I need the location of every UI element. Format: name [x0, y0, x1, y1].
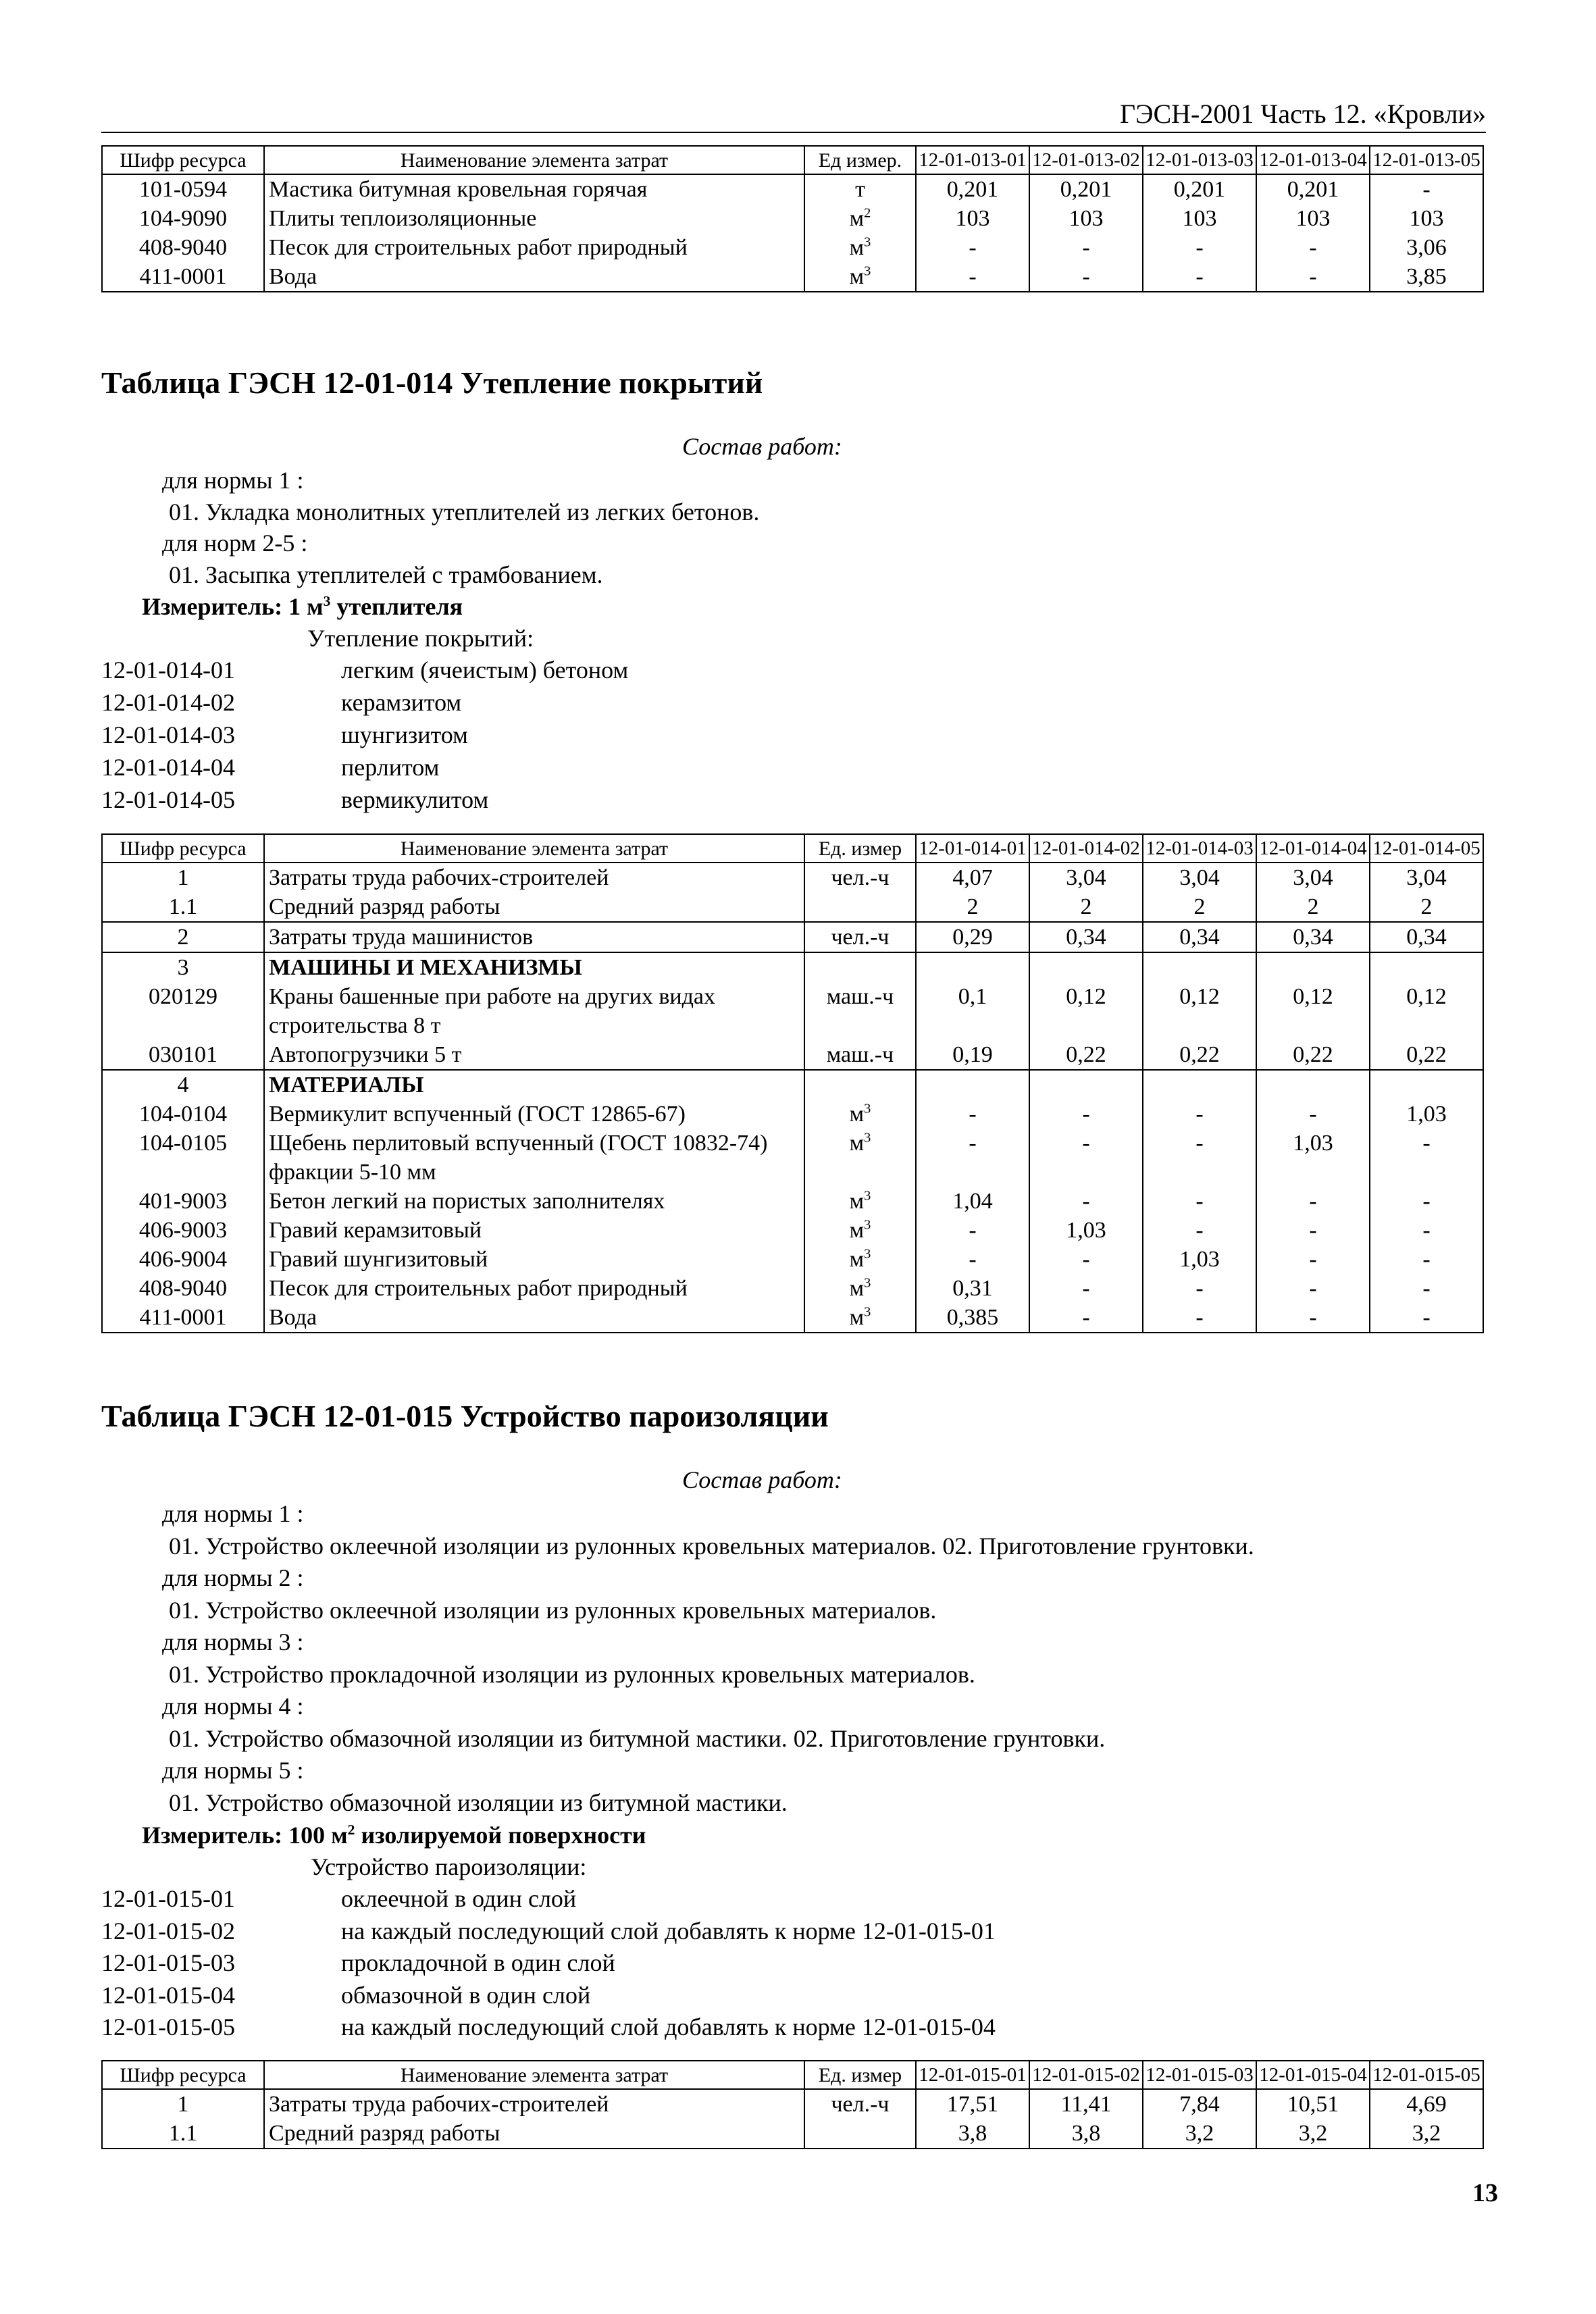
norm-code: 12-01-014-03: [101, 721, 235, 748]
norm-value: -: [1370, 1245, 1483, 1274]
table-row: [102, 2089, 1483, 2119]
resource-name: Вода: [264, 262, 804, 292]
resource-code: 020129: [102, 982, 264, 1040]
composition-line: 01. Устройство обмазочной изоляции из битумной мастики.: [169, 1789, 788, 1816]
resource-unit: [804, 2119, 916, 2149]
norm-value: -: [916, 233, 1029, 262]
meter-line: [142, 1821, 646, 1849]
norm-description: легким (ячеистым) бетоном: [341, 657, 629, 684]
norm-value: 3,2: [1256, 2119, 1370, 2149]
norm-value: -: [1370, 1129, 1483, 1187]
resource-name: Гравий шунгизитовый: [264, 1245, 804, 1274]
composition-line: 01. Засыпка утеплителей с трамбованием.: [169, 561, 603, 588]
resource-unit: $м^3$: [804, 1274, 916, 1303]
norm-value: -: [1256, 1274, 1370, 1303]
composition-line: для нормы 4 :: [162, 1693, 304, 1720]
composition-line: для нормы 5 :: [162, 1757, 304, 1784]
norm-description: на каждый последующий слой добавлять к норме 12-01-015-04: [341, 2013, 996, 2040]
norm-value: 0,34: [1256, 922, 1370, 952]
resource-unit: $м^3$: [804, 1100, 916, 1129]
table-row: [102, 2119, 1483, 2149]
norm-description: оклеечной в один слой: [341, 1885, 577, 1912]
norm-value: 0,12: [1029, 982, 1143, 1040]
unit-exponent: 3: [864, 1275, 871, 1291]
resource-unit: $м^3$: [804, 1187, 916, 1216]
norm-value: -: [1143, 262, 1256, 292]
norm-value: -: [1143, 1100, 1256, 1129]
norm-value: -: [1256, 262, 1370, 292]
norm-value: 2: [1370, 892, 1483, 922]
col-header-code: Шифр ресурса: [102, 146, 264, 174]
norm-value: 3,85: [1370, 262, 1483, 292]
norm-value: 0,12: [1143, 982, 1256, 1040]
unit-exponent: 3: [864, 263, 871, 279]
norm-value: -: [1370, 1187, 1483, 1216]
col-header-norm: 12-01-015-02: [1029, 2061, 1143, 2089]
resource-table-015: [101, 2060, 1484, 2149]
resource-name: Мастика битумная кровельная горячая: [264, 174, 804, 204]
norm-value: -: [1029, 1274, 1143, 1303]
norm-value: -: [1029, 262, 1143, 292]
norm-value: 103: [1370, 204, 1483, 233]
resource-name: Песок для строительных работ природный: [264, 1274, 804, 1303]
resource-code: 3: [102, 952, 264, 982]
norm-value: 0,385: [916, 1303, 1029, 1333]
resource-name: Средний разряд работы: [264, 2119, 804, 2149]
norm-value: 0,29: [916, 922, 1029, 952]
meter-value: 1 м: [288, 593, 324, 620]
col-header-norm: 12-01-014-05: [1370, 834, 1483, 863]
composition-line: 01. Устройство обмазочной изоляции из битумной мастики. 02. Приготовление грунтовки.: [169, 1724, 1106, 1752]
resource-code: 408-9040: [102, 233, 264, 262]
resource-code: 104-9090: [102, 204, 264, 233]
norm-code: 12-01-014-04: [101, 754, 235, 781]
norm-value: 103: [1256, 204, 1370, 233]
col-header-norm: 12-01-013-02: [1029, 146, 1143, 174]
col-header-norm: 12-01-015-03: [1143, 2061, 1256, 2089]
norm-code: 12-01-015-03: [101, 1949, 235, 1976]
meter-label: Измеритель:: [142, 1822, 283, 1849]
norm-value: 2: [1256, 892, 1370, 922]
resource-name: Средний разряд работы: [264, 892, 804, 922]
norm-value: [1143, 1070, 1256, 1100]
col-header-norm: 12-01-013-05: [1370, 146, 1483, 174]
norm-code: 12-01-015-05: [101, 2013, 235, 2040]
resource-code: 411-0001: [102, 1303, 264, 1333]
norm-value: 0,12: [1256, 982, 1370, 1040]
norm-value: -: [1143, 1129, 1256, 1187]
resource-code: 101-0594: [102, 174, 264, 204]
table-row: [102, 1187, 1483, 1216]
resource-unit: $м^3$: [804, 1303, 916, 1333]
section-title-015: Таблица ГЭСН 12-01-015 Устройство пароизоляции: [101, 1399, 829, 1433]
resource-name: Затраты труда рабочих-строителей: [264, 2089, 804, 2119]
norm-value: -: [1370, 1274, 1483, 1303]
norm-value: 103: [1029, 204, 1143, 233]
unit-exponent: 3: [864, 1130, 871, 1146]
norm-value: -: [1370, 1303, 1483, 1333]
meter-exponent: 2: [347, 1822, 355, 1838]
col-header-name: Наименование элемента затрат: [264, 146, 804, 174]
composition-line: 01. Устройство оклеечной изоляции из рулонных кровельных материалов.: [169, 1596, 937, 1624]
resource-name: Затраты труда рабочих-строителей: [264, 863, 804, 892]
table-row: [102, 174, 1483, 204]
norm-value: -: [1256, 233, 1370, 262]
norm-value: 0,22: [1370, 1040, 1483, 1070]
resource-unit: маш.-ч: [804, 982, 916, 1040]
resource-unit: чел.-ч: [804, 922, 916, 952]
norm-value: -: [916, 1129, 1029, 1187]
unit-exponent: 3: [864, 1188, 871, 1204]
table-header-row: [102, 2061, 1483, 2089]
norm-value: 0,22: [1143, 1040, 1256, 1070]
col-header-norm: 12-01-015-01: [916, 2061, 1029, 2089]
norm-value: 4,07: [916, 863, 1029, 892]
norm-value: 2: [916, 892, 1029, 922]
norm-value: 0,34: [1370, 922, 1483, 952]
col-header-code: Шифр ресурса: [102, 834, 264, 863]
running-title: ГЭСН-2001 Часть 12. «Кровли»: [1119, 99, 1486, 129]
norm-value: 7,84: [1143, 2089, 1256, 2119]
resource-unit: т: [804, 174, 916, 204]
composition-label: Состав работ:: [682, 1466, 842, 1493]
col-header-norm: 12-01-014-02: [1029, 834, 1143, 863]
norm-value: [1370, 952, 1483, 982]
norm-value: -: [1143, 233, 1256, 262]
resource-table-013: [101, 145, 1484, 292]
norm-value: [1370, 1070, 1483, 1100]
resource-name: Краны башенные при работе на других видах строительства 8 т: [264, 982, 804, 1040]
col-header-code: Шифр ресурса: [102, 2061, 264, 2089]
table-row: [102, 952, 1483, 982]
resource-unit: [804, 952, 916, 982]
table-row: [102, 1070, 1483, 1100]
composition-line: для нормы 1 :: [162, 1500, 304, 1527]
meter-tail: изолируемой поверхности: [361, 1822, 646, 1849]
norm-value: -: [1256, 1187, 1370, 1216]
norm-value: [916, 952, 1029, 982]
norm-value: [916, 1070, 1029, 1100]
norm-value: -: [1029, 1245, 1143, 1274]
composition-line: для норм 2-5 :: [162, 530, 308, 557]
norm-value: -: [1256, 1245, 1370, 1274]
norm-value: [1256, 952, 1370, 982]
resource-code: 406-9004: [102, 1245, 264, 1274]
resource-unit: $м^2$: [804, 204, 916, 233]
norm-value: -: [1143, 1187, 1256, 1216]
norm-description: вермикулитом: [341, 786, 489, 813]
norm-code: 12-01-015-04: [101, 1981, 235, 2009]
resource-unit: [804, 892, 916, 922]
col-header-unit: Ед. измер: [804, 834, 916, 863]
col-header-norm: 12-01-013-04: [1256, 146, 1370, 174]
table-row: [102, 1303, 1483, 1333]
col-header-name: Наименование элемента затрат: [264, 834, 804, 863]
norm-value: -: [1143, 1216, 1256, 1245]
norm-value: -: [1029, 233, 1143, 262]
resource-code: 411-0001: [102, 262, 264, 292]
col-header-norm: 12-01-015-05: [1370, 2061, 1483, 2089]
table-row: [102, 1274, 1483, 1303]
composition-line: 01. Устройство оклеечной изоляции из рулонных кровельных материалов. 02. Приготовление грунтовки.: [169, 1532, 1254, 1560]
norm-value: 3,04: [1370, 863, 1483, 892]
table-row: [102, 863, 1483, 892]
resource-code: 104-0105: [102, 1129, 264, 1187]
norm-value: 0,1: [916, 982, 1029, 1040]
norm-description: обмазочной в один слой: [341, 1981, 591, 2009]
norm-value: -: [1143, 1274, 1256, 1303]
norm-value: -: [916, 1216, 1029, 1245]
norm-code: 12-01-014-02: [101, 689, 235, 716]
norm-value: -: [1029, 1187, 1143, 1216]
table-row: [102, 1129, 1483, 1187]
resource-unit: $м^3$: [804, 233, 916, 262]
norm-value: -: [1256, 1216, 1370, 1245]
resource-table-014: [101, 833, 1484, 1333]
composition-label: Состав работ:: [682, 433, 842, 460]
resource-name: Щебень перлитовый вспученный (ГОСТ 10832-74) фракции 5-10 мм: [264, 1129, 804, 1187]
norm-code: 12-01-015-02: [101, 1917, 235, 1945]
norm-value: [1029, 952, 1143, 982]
meter-exponent: 3: [323, 593, 331, 609]
col-header-norm: 12-01-015-04: [1256, 2061, 1370, 2089]
table-row: [102, 982, 1483, 1040]
norm-value: -: [1370, 1216, 1483, 1245]
unit-exponent: 3: [864, 1217, 871, 1233]
col-header-name: Наименование элемента затрат: [264, 2061, 804, 2089]
norm-description: шунгизитом: [341, 721, 468, 748]
norm-value: 0,22: [1256, 1040, 1370, 1070]
norm-value: 103: [1143, 204, 1256, 233]
table-row: [102, 1245, 1483, 1274]
norm-value: -: [916, 1245, 1029, 1274]
meter-label: Измеритель:: [142, 593, 283, 620]
resource-code: 1.1: [102, 2119, 264, 2149]
resource-name: Вермикулит вспученный (ГОСТ 12865-67): [264, 1100, 804, 1129]
resource-unit: $м^3$: [804, 262, 916, 292]
norm-value: [1143, 952, 1256, 982]
norm-value: 3,2: [1370, 2119, 1483, 2149]
resource-code: 406-9003: [102, 1216, 264, 1245]
col-header-unit: Ед. измер: [804, 2061, 916, 2089]
norm-value: 1,03: [1256, 1129, 1370, 1187]
norm-value: 1,03: [1370, 1100, 1483, 1129]
table-header-row: [102, 146, 1483, 174]
resource-name: МАТЕРИАЛЫ: [264, 1070, 804, 1100]
norm-value: 17,51: [916, 2089, 1029, 2119]
norm-value: -: [916, 1100, 1029, 1129]
norm-value: -: [1256, 1303, 1370, 1333]
page-header: [101, 98, 1486, 133]
norm-value: 0,201: [916, 174, 1029, 204]
resource-code: 1: [102, 863, 264, 892]
composition-line: 01. Укладка монолитных утеплителей из легких бетонов.: [169, 498, 760, 525]
resource-name: Автопогрузчики 5 т: [264, 1040, 804, 1070]
norm-code: 12-01-014-01: [101, 657, 235, 684]
page-number: 13: [1472, 2179, 1498, 2207]
composition-line: для нормы 2 :: [162, 1564, 304, 1591]
norm-value: -: [1029, 1303, 1143, 1333]
norm-description: перлитом: [341, 754, 440, 781]
norm-value: 2: [1029, 892, 1143, 922]
col-header-norm: 12-01-013-01: [916, 146, 1029, 174]
resource-unit: маш.-ч: [804, 1040, 916, 1070]
table-row: [102, 1100, 1483, 1129]
norms-subheading: Устройство пароизоляции:: [311, 1853, 587, 1880]
table-row: [102, 262, 1483, 292]
norms-subheading: Утепление покрытий:: [307, 625, 534, 652]
resource-unit: $м^3$: [804, 1216, 916, 1245]
resource-unit: $м^3$: [804, 1129, 916, 1187]
resource-code: 1.1: [102, 892, 264, 922]
norm-value: 10,51: [1256, 2089, 1370, 2119]
norm-value: 2: [1143, 892, 1256, 922]
meter-line: [142, 592, 463, 621]
norm-value: 0,201: [1029, 174, 1143, 204]
resource-unit: [804, 1070, 916, 1100]
norm-value: 0,34: [1029, 922, 1143, 952]
composition-line: 01. Устройство прокладочной изоляции из рулонных кровельных материалов.: [169, 1660, 975, 1688]
resource-name: Плиты теплоизоляционные: [264, 204, 804, 233]
resource-name: МАШИНЫ И МЕХАНИЗМЫ: [264, 952, 804, 982]
norm-code: 12-01-015-01: [101, 1885, 235, 1912]
col-header-unit: Ед измер.: [804, 146, 916, 174]
norm-value: -: [1370, 174, 1483, 204]
norm-value: [1256, 1070, 1370, 1100]
resource-name: Вода: [264, 1303, 804, 1333]
resource-code: 1: [102, 2089, 264, 2119]
resource-name: Песок для строительных работ природный: [264, 233, 804, 262]
section-title-014: Таблица ГЭСН 12-01-014 Утепление покрытий: [101, 365, 763, 400]
norm-description: керамзитом: [341, 689, 462, 716]
unit-exponent: 2: [864, 205, 871, 221]
norm-description: прокладочной в один слой: [341, 1949, 615, 1976]
composition-line: для нормы 1 :: [162, 467, 304, 494]
norm-value: 3,2: [1143, 2119, 1256, 2149]
norm-value: 0,12: [1370, 982, 1483, 1040]
resource-code: 2: [102, 922, 264, 952]
meter-value: 100 м: [288, 1822, 348, 1849]
norm-value: 3,8: [916, 2119, 1029, 2149]
norm-value: 3,04: [1029, 863, 1143, 892]
norm-value: -: [1029, 1129, 1143, 1187]
resource-unit: чел.-ч: [804, 863, 916, 892]
resource-code: 104-0104: [102, 1100, 264, 1129]
resource-code: 4: [102, 1070, 264, 1100]
col-header-norm: 12-01-014-04: [1256, 834, 1370, 863]
norm-value: 0,201: [1256, 174, 1370, 204]
norm-value: -: [1143, 1303, 1256, 1333]
table-row: [102, 1216, 1483, 1245]
norm-value: 0,34: [1143, 922, 1256, 952]
table-header-row: [102, 834, 1483, 863]
table-row: [102, 233, 1483, 262]
resource-name: Гравий керамзитовый: [264, 1216, 804, 1245]
norm-value: -: [916, 262, 1029, 292]
norm-value: 3,06: [1370, 233, 1483, 262]
unit-exponent: 3: [864, 1246, 871, 1262]
table-row: [102, 204, 1483, 233]
resource-code: 408-9040: [102, 1274, 264, 1303]
table-row: [102, 922, 1483, 952]
norm-value: 4,69: [1370, 2089, 1483, 2119]
norm-value: 1,03: [1029, 1216, 1143, 1245]
composition-line: для нормы 3 :: [162, 1628, 304, 1655]
resource-unit: $м^3$: [804, 1245, 916, 1274]
col-header-norm: 12-01-014-01: [916, 834, 1029, 863]
unit-exponent: 3: [864, 1304, 871, 1320]
norm-value: 3,04: [1143, 863, 1256, 892]
col-header-norm: 12-01-013-03: [1143, 146, 1256, 174]
norm-value: 0,19: [916, 1040, 1029, 1070]
resource-code: 401-9003: [102, 1187, 264, 1216]
norm-value: 3,8: [1029, 2119, 1143, 2149]
norm-value: 11,41: [1029, 2089, 1143, 2119]
norm-description: на каждый последующий слой добавлять к норме 12-01-015-01: [341, 1917, 996, 1945]
norm-value: -: [1029, 1100, 1143, 1129]
norm-value: 3,04: [1256, 863, 1370, 892]
norm-value: [1029, 1070, 1143, 1100]
norm-value: 0,201: [1143, 174, 1256, 204]
norm-value: 0,22: [1029, 1040, 1143, 1070]
resource-unit: чел.-ч: [804, 2089, 916, 2119]
norm-value: -: [1256, 1100, 1370, 1129]
norm-value: 103: [916, 204, 1029, 233]
table-row: [102, 1040, 1483, 1070]
resource-name: Бетон легкий на пористых заполнителях: [264, 1187, 804, 1216]
unit-exponent: 3: [864, 1101, 871, 1116]
col-header-norm: 12-01-014-03: [1143, 834, 1256, 863]
meter-tail: утеплителя: [336, 593, 463, 620]
norm-code: 12-01-014-05: [101, 786, 235, 813]
norm-value: 1,03: [1143, 1245, 1256, 1274]
norm-value: 0,31: [916, 1274, 1029, 1303]
table-row: [102, 892, 1483, 922]
unit-exponent: 3: [864, 234, 871, 250]
resource-code: 030101: [102, 1040, 264, 1070]
norm-value: 1,04: [916, 1187, 1029, 1216]
resource-name: Затраты труда машинистов: [264, 922, 804, 952]
